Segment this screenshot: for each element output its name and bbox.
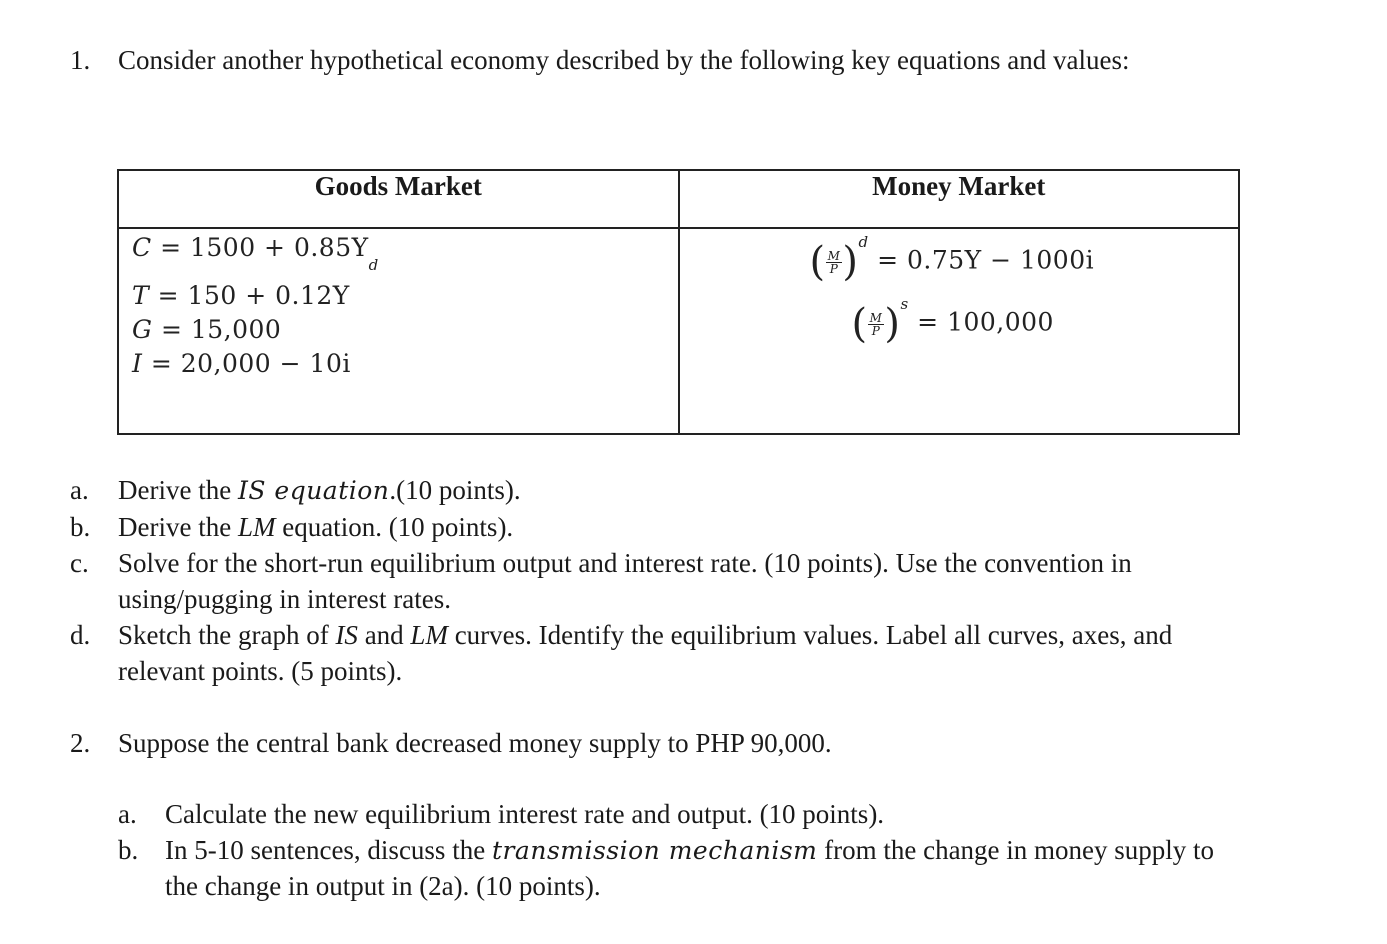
c-rhs: = 1500 + 0.85Y [160,233,369,262]
item-d-pre: Sketch the graph of [118,620,336,650]
i-rhs: = 20,000 − 10i [150,349,351,378]
item-d-letter: d. [70,620,91,650]
money-supply-equation: ( $\frac{M}{P}$ )$^s$ = 100,000 [851,294,1054,347]
item-d-em: IS [335,620,358,650]
equations-table [117,169,1240,435]
item-d-line2: relevant points. (5 points). [118,656,403,686]
item-b-pre: Derive the [118,512,238,542]
g-rhs: = 15,000 [160,315,282,344]
item-a-post: .(10 points). [389,475,521,505]
ms-den: P [871,323,881,338]
item-b-text [118,509,513,545]
q2-item-a-letter: a. [118,799,137,829]
money-demand-equation: ( $\frac{M}{P}$ )$^d$ = 0.75Y − 1000i [809,232,1095,285]
q2-item-b-line1 [165,832,1214,869]
item-a-letter: a. [70,475,89,505]
item-a-pre: Derive the [118,475,238,505]
ms-num: M [869,310,883,325]
q2-item-b-letter: b. [118,835,139,865]
q2-item-b-line2: the change in output in (2a). (10 points). [165,871,601,901]
md-rhs: = 0.75Y − 1000i [877,245,1095,275]
item-a-text [118,472,521,509]
item-c-line1: Solve for the short-run equilibrium output and interest rate. (10 points). Use the convention in [118,548,1132,578]
item-d-post: curves. Identify the equilibrium values. Label all curves, axes, and [447,620,1173,650]
item-d-em2: LM [410,620,448,650]
question-1-text: Consider another hypothetical economy described by the following key equations and values: [118,45,1130,75]
md-sup: d [858,232,869,251]
goods-market-header: Goods Market [118,170,679,228]
goods-market-cell [118,228,679,434]
item-a-em: IS equation [237,476,390,505]
consumption-equation [132,233,379,274]
item-b-letter: b. [70,512,91,542]
tax-equation [132,281,350,310]
md-num: M [827,248,841,263]
i-lhs: I [132,349,143,378]
t-rhs: = 150 + 0.12Y [157,281,350,310]
item-c-letter: c. [70,548,89,578]
t-lhs: T [132,281,150,310]
item-d-mid: and [357,620,411,650]
item-d-line1 [118,617,1172,653]
item-b-post: equation. (10 points). [275,512,514,542]
md-den: P [829,261,839,276]
g-lhs: G [132,315,153,344]
question-1-number: 1. [70,45,91,75]
ms-sup: s [900,294,909,313]
ms-rhs: = 100,000 [917,307,1054,337]
government-equation [132,315,281,344]
q2-item-b-post: from the change in money supply to [817,835,1215,865]
question-2-text: Suppose the central bank decreased money supply to PHP 90,000. [118,728,832,758]
c-lhs: C [132,233,152,262]
investment-equation [132,349,351,378]
item-b-em: LM [237,512,276,542]
c-sub: d [368,256,379,274]
money-market-cell [679,228,1240,434]
item-c-line2: using/pugging in interest rates. [118,584,451,614]
q2-item-a-text: Calculate the new equilibrium interest rate and output. (10 points). [165,799,885,829]
q2-item-b-pre: In 5-10 sentences, discuss the [165,835,492,865]
q2-item-b-em: transmission mechanism [491,836,818,865]
money-market-header: Money Market [679,170,1240,228]
question-2-number: 2. [70,728,91,758]
